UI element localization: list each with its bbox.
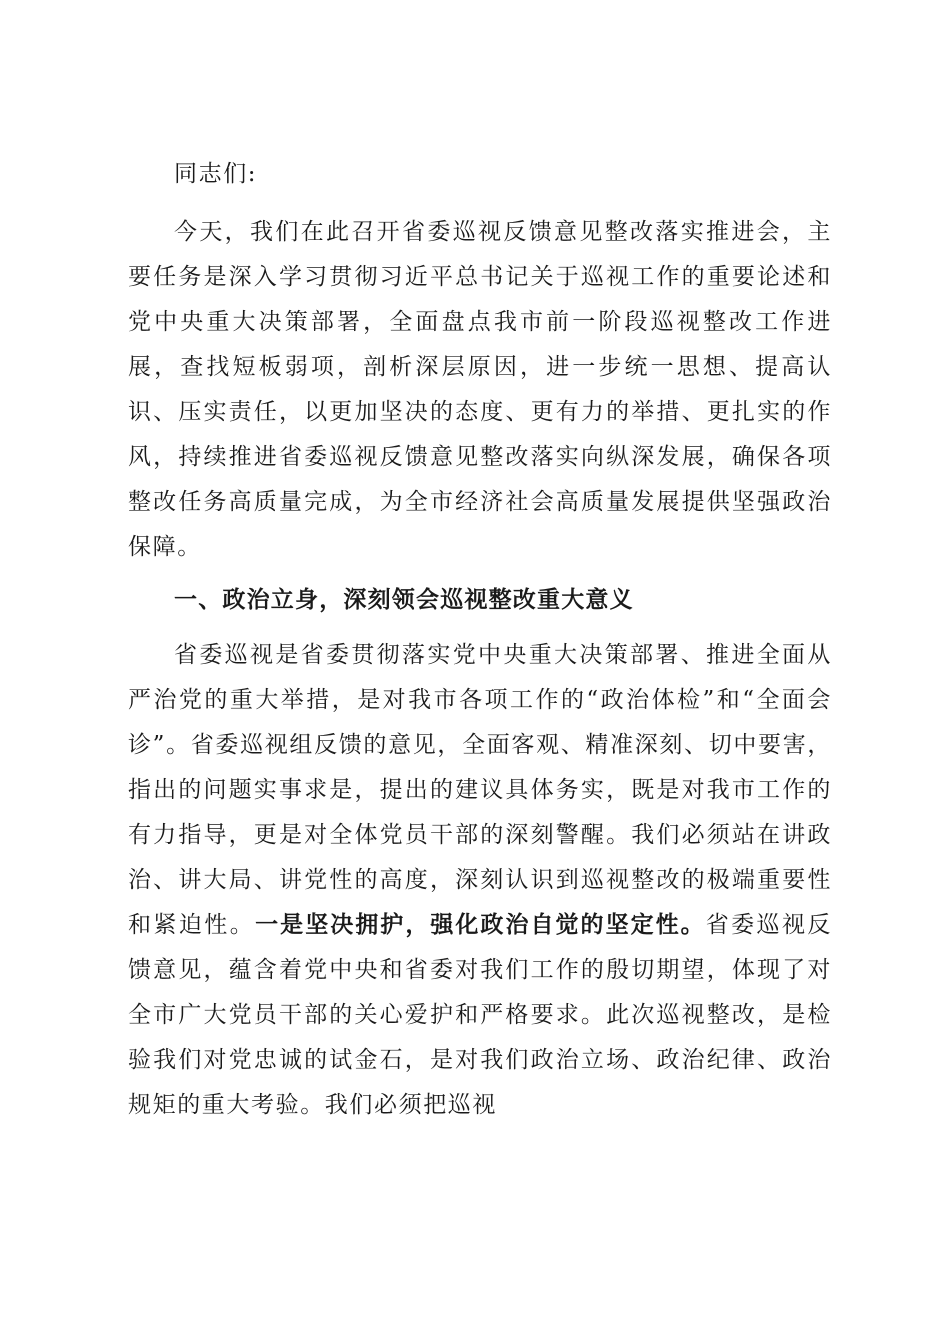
section-1-paragraph	[128, 633, 832, 1128]
document-body	[128, 152, 832, 1136]
section-1-bold-point: 一是坚决拥护，强化政治自觉的坚定性。	[255, 912, 706, 938]
section-1-text-part1: 省委巡视是省委贯彻落实党中央重大决策部署、推进全面从严治党的重大举措，是对我市各项工作的“政治体检”和“全面会诊”。省委巡视组反馈的意见，全面客观、精准深刻、切中要害，指出的问题实事求是，提出的建议具体务实，既是对我市工作的有力指导，更是对全体党员干部的深刻警醒。我们必须站在讲政治、讲大局、讲党性的高度，深刻认识到巡视整改的极端重要性和紧迫性。	[128, 642, 832, 938]
intro-paragraph: 今天，我们在此召开省委巡视反馈意见整改落实推进会，主要任务是深入学习贯彻习近平总书记关于巡视工作的重要论述和党中央重大决策部署，全面盘点我市前一阶段巡视整改工作进展，查找短板弱项，剖析深层原因，进一步统一思想、提高认识、压实责任，以更加坚决的态度、更有力的举措、更扎实的作风，持续推进省委巡视反馈意见整改落实向纵深发展，确保各项整改任务高质量完成，为全市经济社会高质量发展提供坚强政治保障。	[128, 219, 832, 560]
section-heading-1: 一、政治立身，深刻领会巡视整改重大意义	[174, 587, 634, 613]
section-1-text-part2: 省委巡视反馈意见，蕴含着党中央和省委对我们工作的殷切期望，体现了对全市广大党员干部的关心爱护和严格要求。此次巡视整改，是检验我们对党忠诚的试金石，是对我们政治立场、政治纪律、政治规矩的重大考验。我们必须把巡视	[128, 912, 833, 1118]
salutation: 同志们:	[174, 161, 258, 187]
